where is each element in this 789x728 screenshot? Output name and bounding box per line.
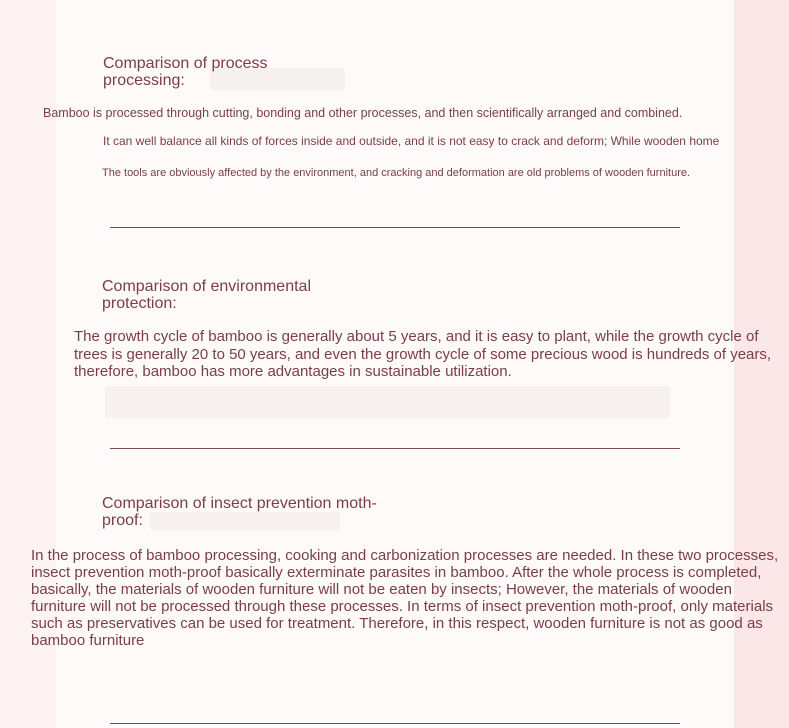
section-heading-environmental: Comparison of environmental protection: <box>102 278 311 312</box>
insect-body: In the process of bamboo processing, cooking and carbonization processes are needed. In these two processes, insect prevention moth-proof basically exterminate parasites in bamboo. After the whole process is completed, basically, the materials of wooden furniture will not be eaten by insects; However, the materials of wooden furniture will not be processed through these processes. In terms of insect prevention moth-proof, only materials such as preservatives can be used for treatment. Therefore, in this respect, wooden furniture is not as good as bamboo furniture <box>31 547 779 649</box>
process-line-1: Bamboo is processed through cutting, bonding and other processes, and then scientifically arranged and combined. <box>43 106 683 120</box>
section-heading-process: Comparison of process processing: <box>103 55 268 89</box>
section-divider <box>110 448 680 449</box>
section-heading-insect: Comparison of insect prevention moth-proof: <box>102 495 377 529</box>
section-divider <box>110 227 680 228</box>
faint-mark <box>105 386 670 418</box>
environmental-body: The growth cycle of bamboo is generally about 5 years, and it is easy to plant, while the growth cycle of trees is generally 20 to 50 years, and even the growth cycle of some precious wood is hundreds of years, therefore, bamboo has more advantages in sustainable utilization. <box>74 328 772 380</box>
section-divider <box>110 723 680 724</box>
process-line-2: It can well balance all kinds of forces inside and outside, and it is not easy to crack and deform; While wooden home <box>103 134 720 148</box>
process-line-3: The tools are obviously affected by the environment, and cracking and deformation are old problems of wooden furniture. <box>102 167 691 179</box>
